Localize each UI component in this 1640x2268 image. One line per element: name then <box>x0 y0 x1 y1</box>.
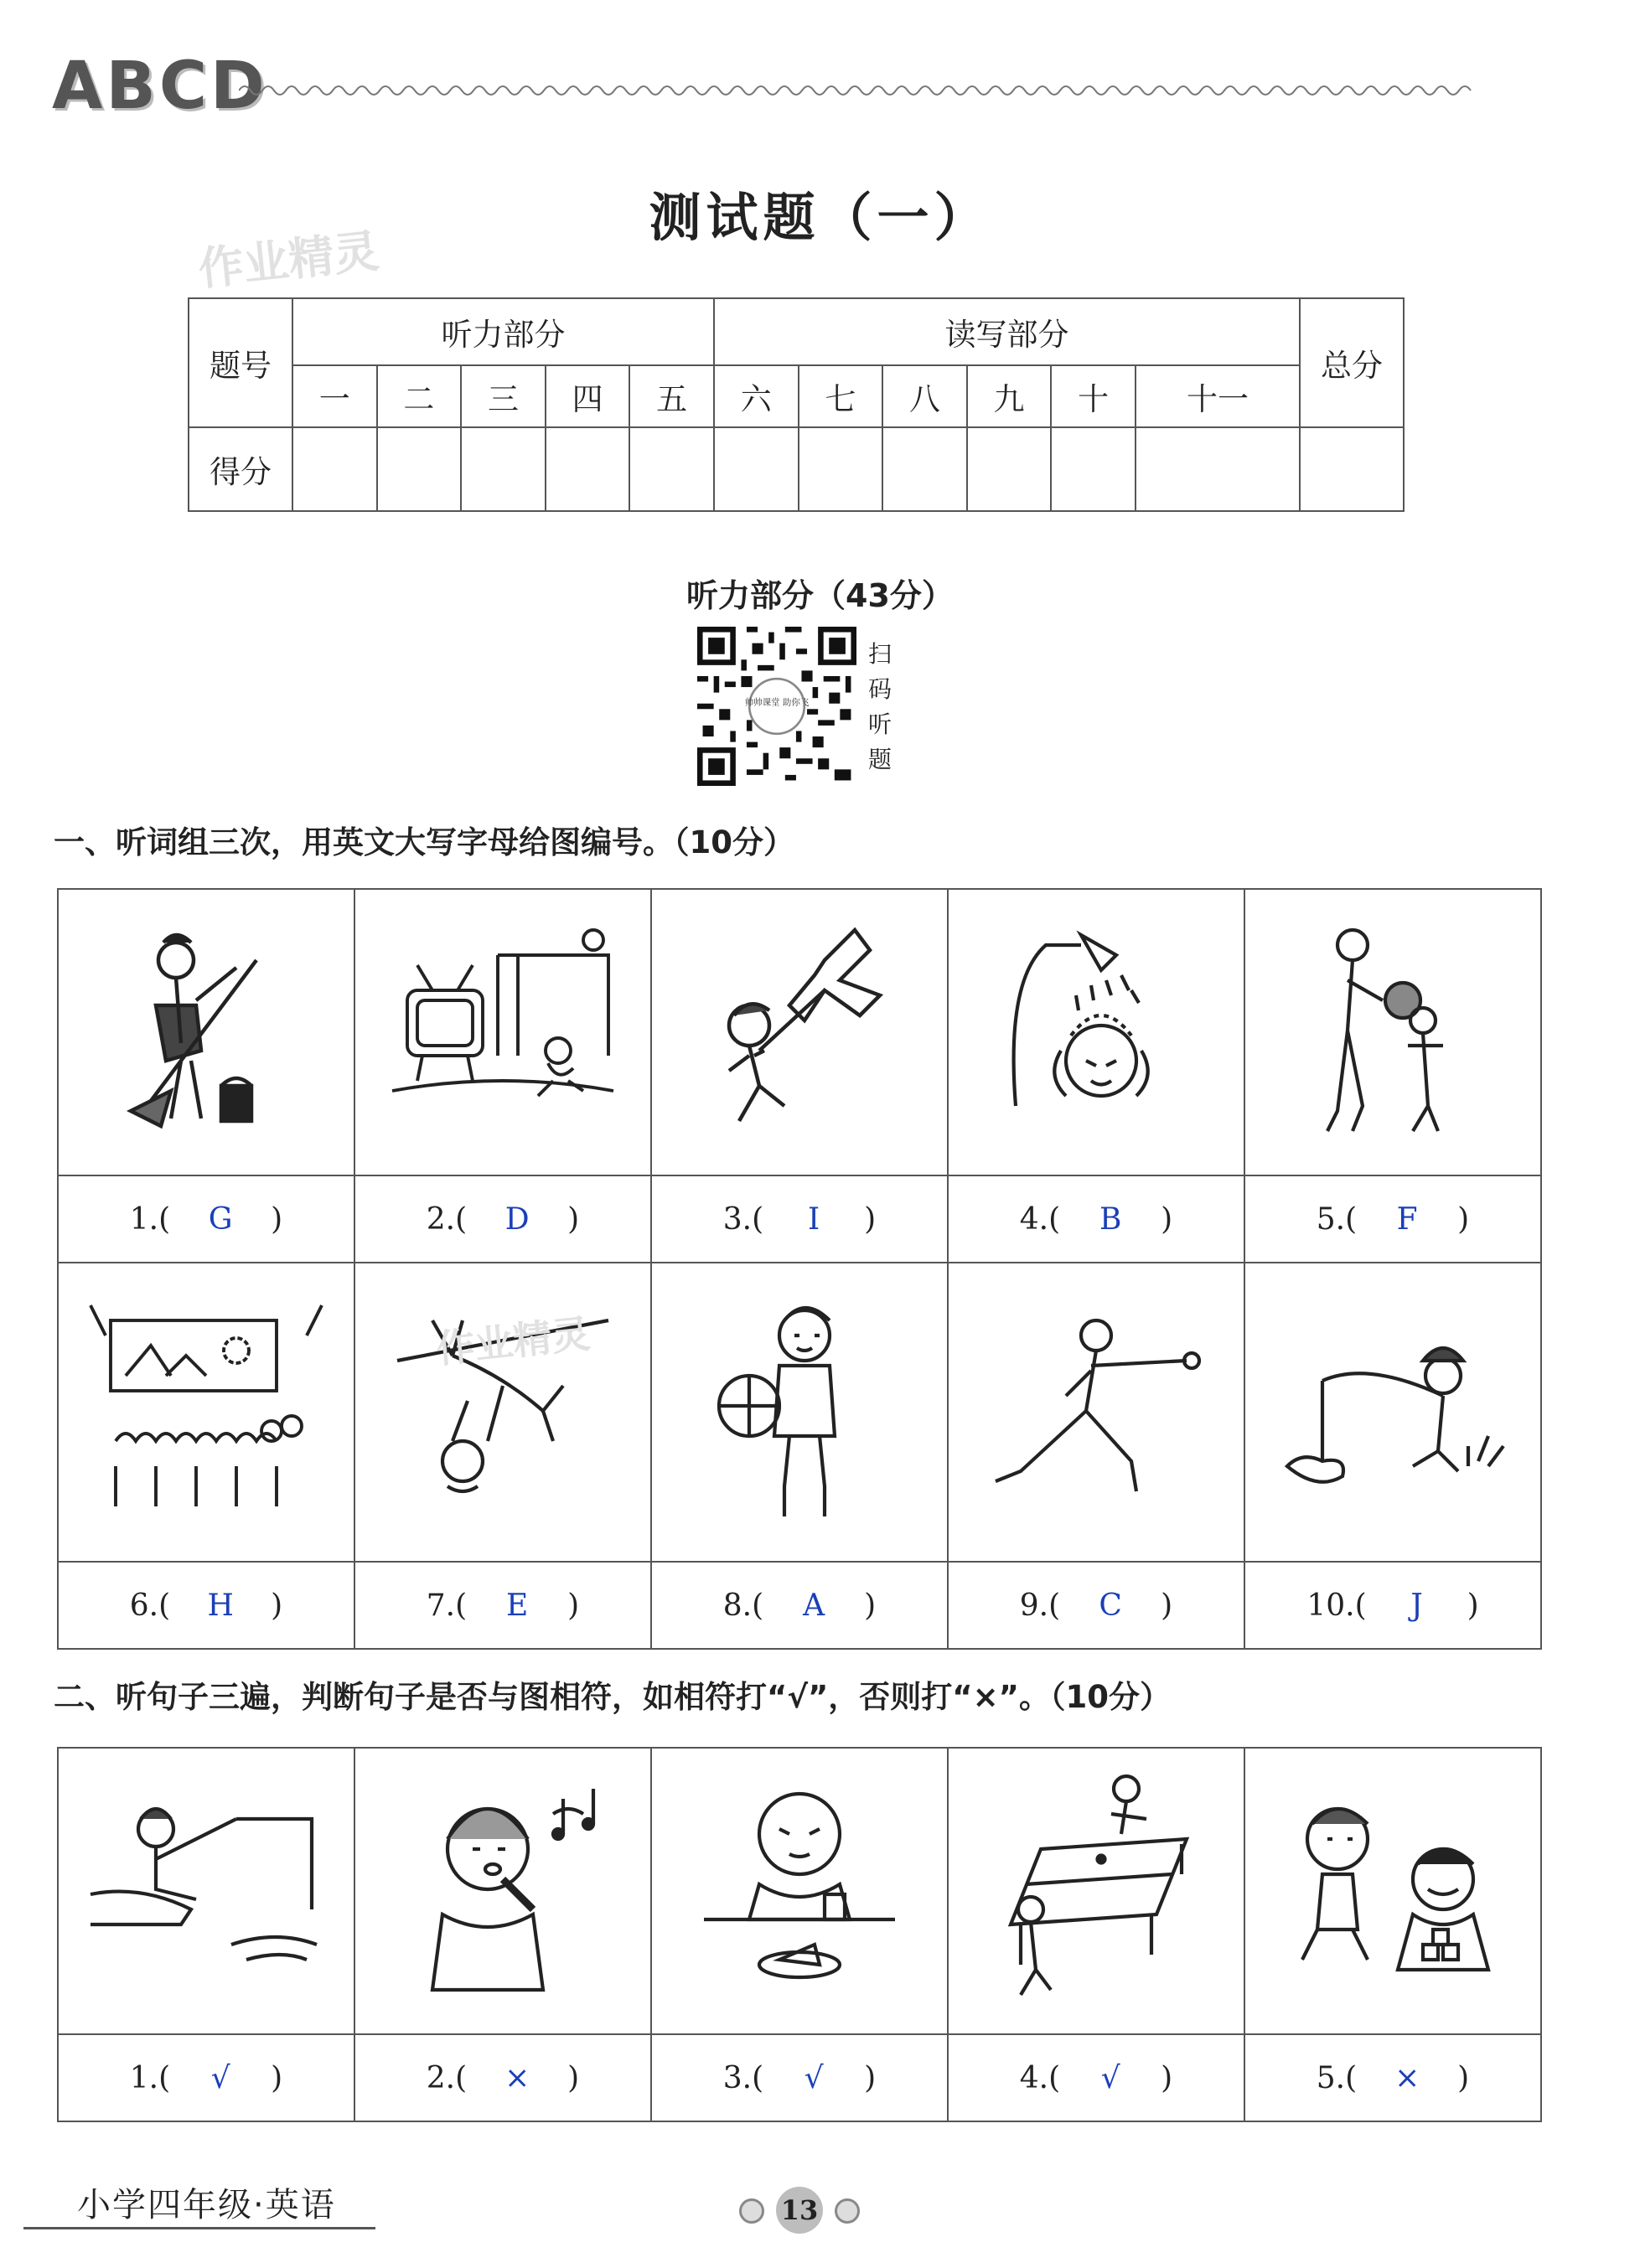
answer-cell: 3.( I ) <box>651 1175 948 1263</box>
watching-tv-icon <box>377 905 629 1156</box>
answer-cell: 4.( B ) <box>948 1175 1244 1263</box>
answer-value[interactable]: √ <box>210 2060 230 2095</box>
footer-divider <box>23 2227 375 2229</box>
score-cell[interactable] <box>377 427 462 511</box>
col-num: 六 <box>714 365 799 427</box>
answer-value[interactable]: I <box>808 1201 820 1237</box>
part2-grid <box>57 1747 1542 2122</box>
answer-value[interactable]: J <box>1410 1588 1423 1623</box>
answer-value[interactable]: √ <box>804 2060 824 2095</box>
score-cell[interactable] <box>546 427 630 511</box>
answer-value[interactable]: H <box>207 1588 234 1623</box>
scan-char: 题 <box>868 746 892 773</box>
score-cell[interactable] <box>967 427 1052 511</box>
answer-cell: 6.( H ) <box>58 1562 354 1649</box>
picture-cell <box>651 1748 948 2034</box>
picture-cell <box>58 889 354 1175</box>
answer-value[interactable]: × <box>504 2060 530 2095</box>
listening-section-title: 听力部分（43分） <box>686 577 954 614</box>
page-dot-icon <box>739 2198 764 2224</box>
answer-value[interactable]: E <box>506 1588 529 1623</box>
scan-label <box>868 637 892 778</box>
answer-cell: 9.( C ) <box>948 1562 1244 1649</box>
picture-cell <box>1244 1263 1541 1562</box>
answer-cell: 1.( √ ) <box>58 2034 354 2121</box>
total-header: 总分 <box>1300 298 1404 427</box>
row-label-score: 得分 <box>189 427 292 511</box>
scan-char: 码 <box>868 675 892 703</box>
answer-value[interactable]: × <box>1394 2060 1420 2095</box>
doing-kungfu-icon <box>970 1285 1222 1537</box>
col-num: 七 <box>799 365 883 427</box>
row-label-number: 题号 <box>189 298 292 427</box>
page-dot-icon <box>835 2198 860 2224</box>
answer-cell: 8.( A ) <box>651 1562 948 1649</box>
sweeping-floor-icon <box>80 905 332 1156</box>
picture-cell <box>948 1748 1244 2034</box>
answer-cell: 3.( √ ) <box>651 2034 948 2121</box>
picture-cell <box>948 889 1244 1175</box>
playing-basketball-icon <box>674 1285 925 1537</box>
col-num: 八 <box>882 365 967 427</box>
giving-flowers-icon <box>1267 905 1518 1156</box>
book-label: 小学四年级·英语 <box>77 2186 336 2224</box>
picture-cell <box>354 1263 651 1562</box>
total-cell[interactable] <box>1300 427 1404 511</box>
answer-cell: 5.( × ) <box>1244 2034 1541 2121</box>
page-title: 测试题（一） <box>649 187 991 248</box>
flying-kite-icon <box>674 905 925 1156</box>
picture-cell <box>651 1263 948 1562</box>
reading-header: 读写部分 <box>714 298 1300 365</box>
listening-header: 听力部分 <box>292 298 714 365</box>
scan-char: 听 <box>868 710 892 738</box>
score-cell[interactable] <box>1051 427 1136 511</box>
answer-value[interactable]: A <box>803 1588 825 1623</box>
page-number: 13 <box>776 2187 823 2234</box>
col-num: 二 <box>377 365 462 427</box>
answer-cell: 4.( √ ) <box>948 2034 1244 2121</box>
qr-code-icon[interactable] <box>697 627 856 786</box>
watermark: 作业精灵 <box>195 224 382 297</box>
answer-value[interactable]: D <box>504 1201 530 1237</box>
col-num: 十 <box>1051 365 1136 427</box>
col-num: 九 <box>967 365 1052 427</box>
score-cell[interactable] <box>461 427 546 511</box>
score-cell[interactable] <box>714 427 799 511</box>
picture-cell <box>58 1748 354 2034</box>
answer-value[interactable]: F <box>1396 1201 1418 1237</box>
boy-eating-cake-icon <box>674 1764 925 2015</box>
picture-cell <box>354 1748 651 2034</box>
picture-cell <box>58 1263 354 1562</box>
answer-cell: 7.( E ) <box>354 1562 651 1649</box>
scan-char: 扫 <box>868 640 892 668</box>
part1-grid <box>57 888 1542 1650</box>
col-num: 十一 <box>1136 365 1300 427</box>
answer-value[interactable]: C <box>1099 1588 1122 1623</box>
answer-value[interactable]: B <box>1099 1201 1122 1237</box>
playing-ping-pong-icon <box>970 1764 1222 2015</box>
picture-cell <box>1244 1748 1541 2034</box>
col-num: 四 <box>546 365 630 427</box>
fishing-icon <box>1267 1285 1518 1537</box>
part1-heading: 一、听词组三次，用英文大写字母给图编号。（10分） <box>54 824 794 860</box>
score-cell[interactable] <box>629 427 714 511</box>
score-cell[interactable] <box>1136 427 1300 511</box>
score-cell[interactable] <box>292 427 377 511</box>
picture-cell <box>354 889 651 1175</box>
answer-cell: 1.( G ) <box>58 1175 354 1263</box>
answer-cell: 2.( × ) <box>354 2034 651 2121</box>
part2-heading: 二、听句子三遍，判断句子是否与图相符，如相符打“√”，否则打“×”。（10分） <box>54 1679 1171 1715</box>
picture-cell <box>651 889 948 1175</box>
abcd-logo: ABCD <box>52 49 268 124</box>
watching-film-icon <box>80 1285 332 1537</box>
col-num: 五 <box>629 365 714 427</box>
answer-value[interactable]: √ <box>1100 2060 1120 2095</box>
girl-singing-icon <box>377 1764 629 2015</box>
score-cell[interactable] <box>799 427 883 511</box>
answer-cell: 10.( J ) <box>1244 1562 1541 1649</box>
picture-cell <box>948 1263 1244 1562</box>
score-cell[interactable] <box>882 427 967 511</box>
playing-with-blocks-icon <box>1267 1764 1518 2015</box>
picture-cell <box>1244 889 1541 1175</box>
answer-cell: 5.( F ) <box>1244 1175 1541 1263</box>
qr-caption: 帅帅课堂 助你飞 <box>744 697 810 708</box>
score-table <box>188 297 1405 512</box>
wavy-divider <box>239 80 1479 101</box>
boy-fishing-icon <box>80 1764 332 2015</box>
taking-shower-icon <box>970 905 1222 1156</box>
answer-value[interactable]: G <box>208 1201 233 1237</box>
answer-cell: 2.( D ) <box>354 1175 651 1263</box>
col-num: 三 <box>461 365 546 427</box>
watermark: 作业精灵 <box>433 1310 592 1372</box>
col-num: 一 <box>292 365 377 427</box>
